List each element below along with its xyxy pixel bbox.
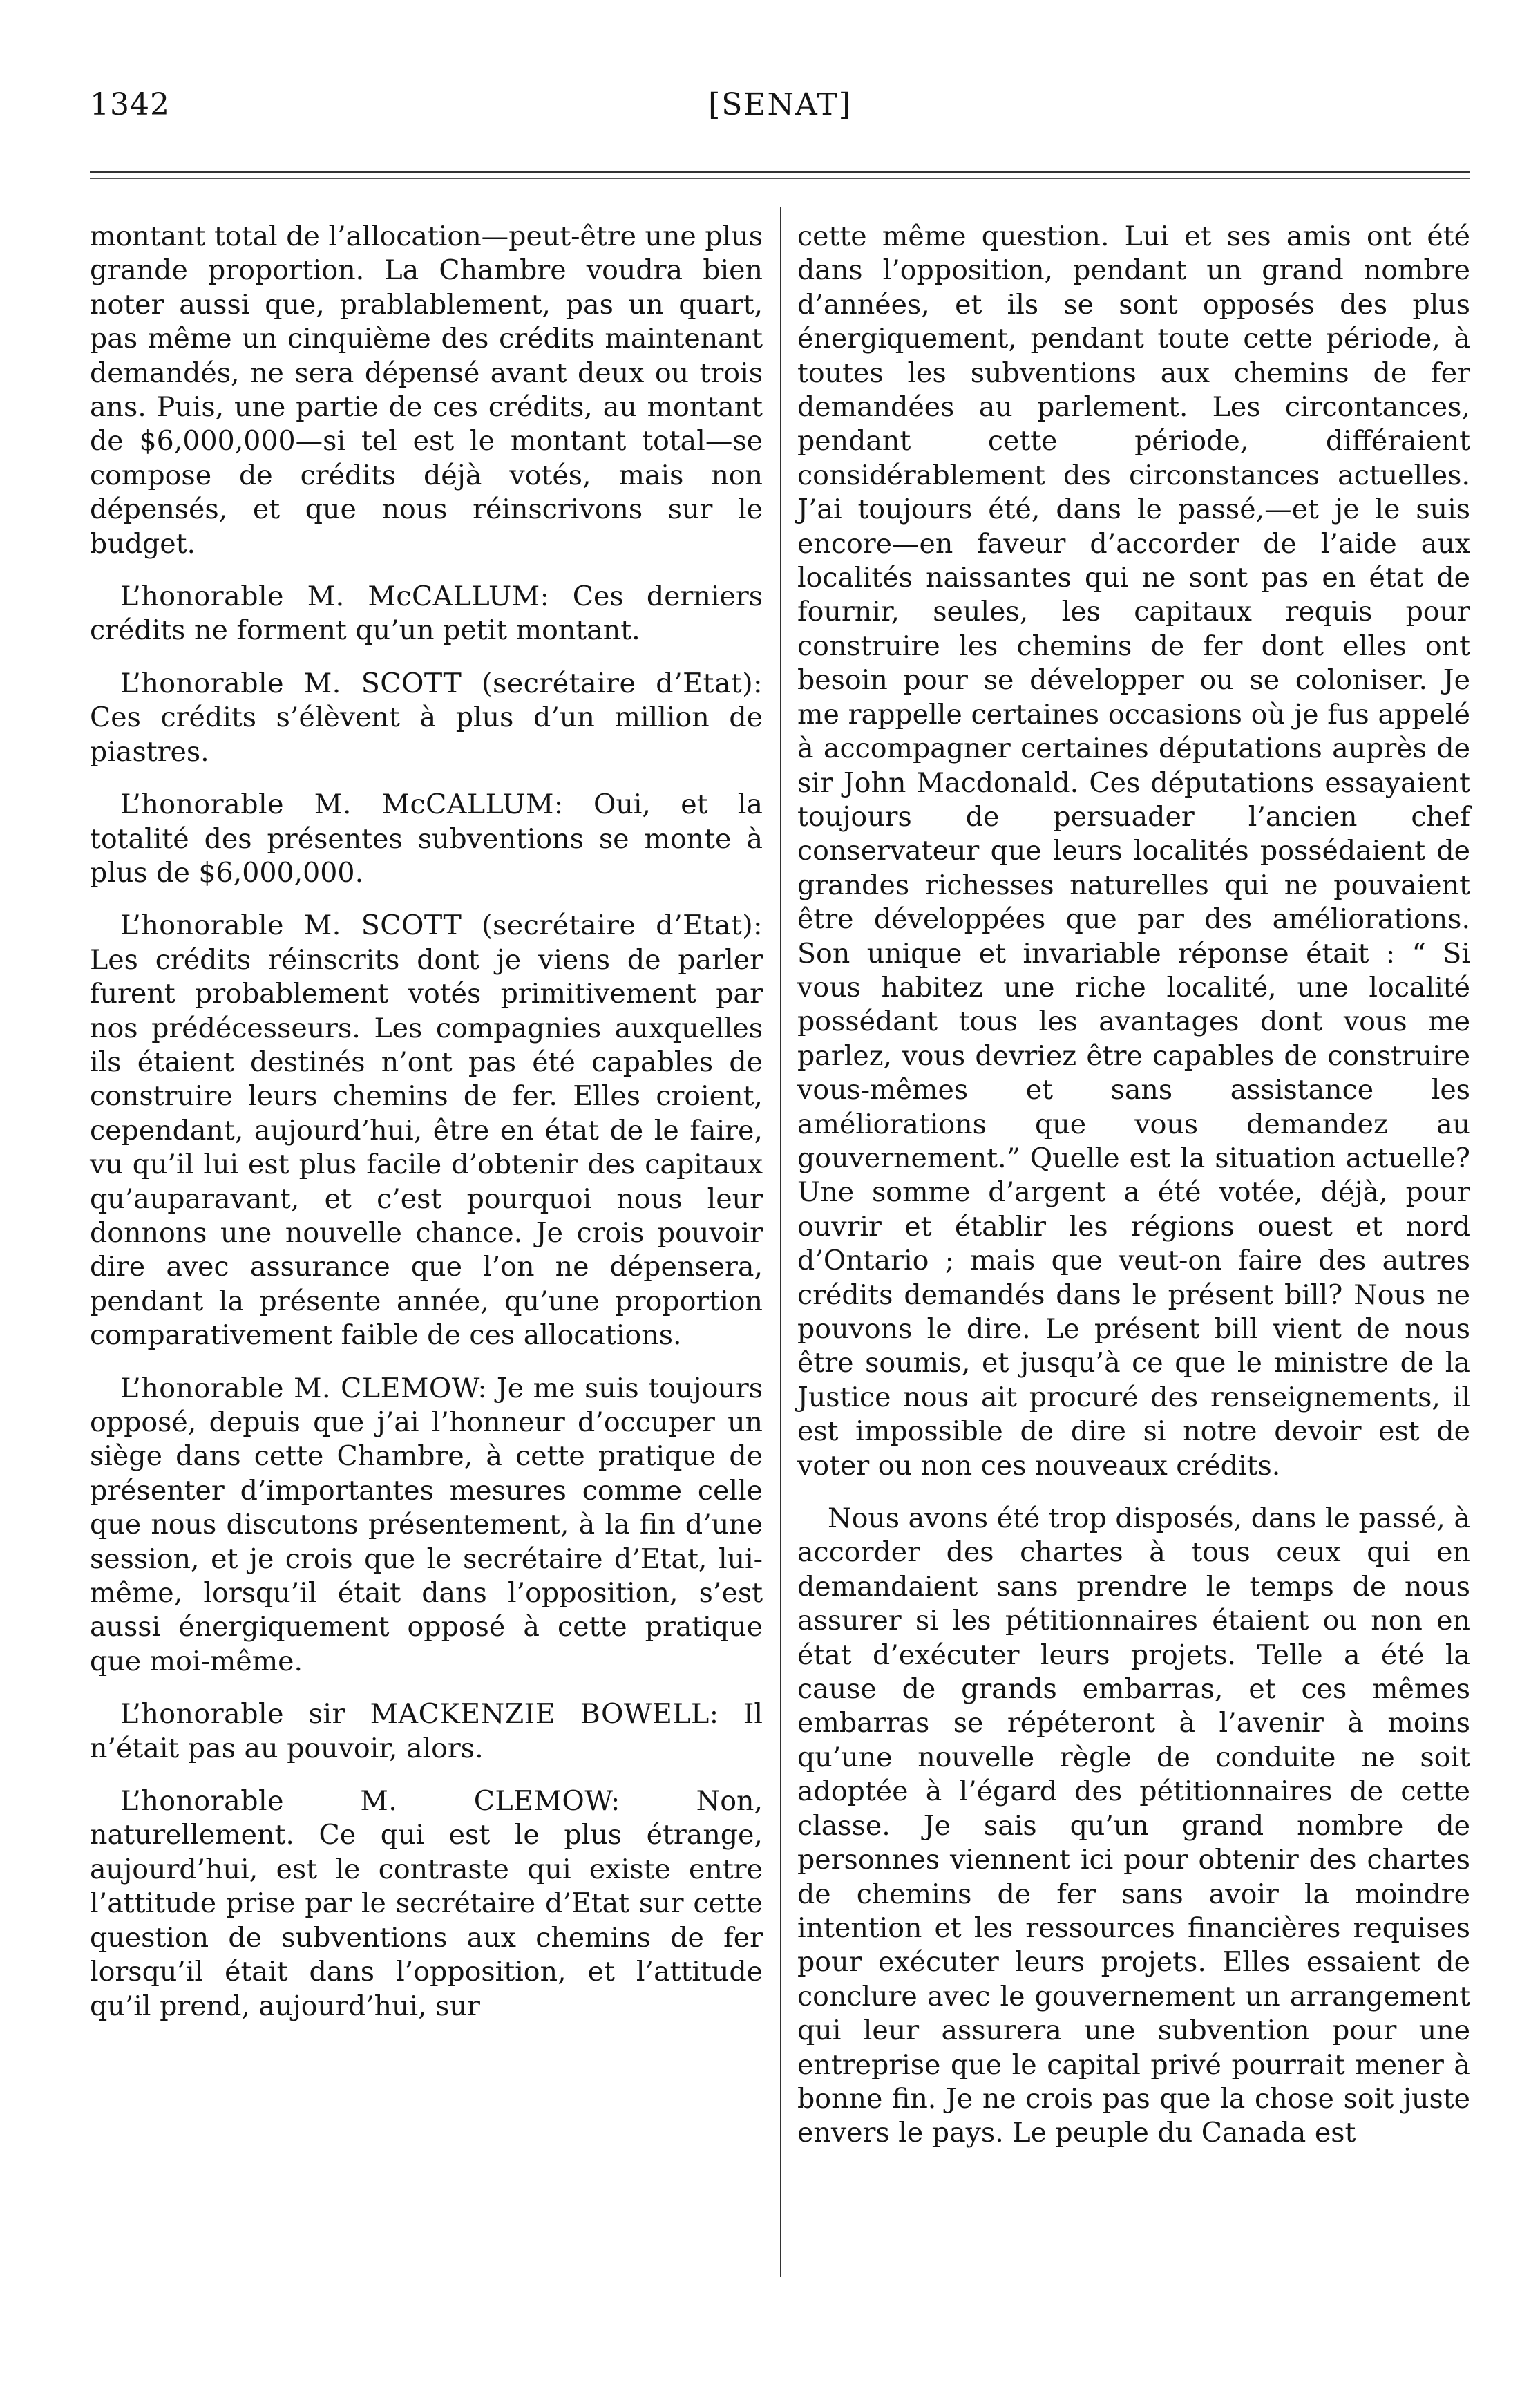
speaker-name: L’honorable M. McCALLUM:	[120, 581, 550, 613]
right-column	[797, 220, 1470, 2169]
speaker-name: L’honorable M. SCOTT (secrétaire d’Etat):	[120, 909, 763, 942]
paragraph: L’honorable sir MACKENZIE BOWELL: Il n’était pas au pouvoir, alors.	[90, 1698, 763, 1764]
paragraph: L’honorable M. McCALLUM: Oui, et la totalité des présentes subventions se monte à plus de $6,000,000.	[90, 789, 763, 889]
paragraph: Nous avons été trop disposés, dans le passé, à accorder des chartes à tous ceux qui en demandaient sans prendre le temps de nous assurer si les pétitionnaires étaient ou non en état d’exécuter leurs projets. Telle a été la cause de grands embarras, et ces mêmes embarras se répéteront à l’avenir à moins qu’une nouvelle règle de conduite ne soit adoptée à l’égard des pétitionnaires de cette classe. Je sais qu’un grand nombre de personnes viennent ici pour obtenir des chartes de chemins de fer sans avoir la moindre intention et les ressources financières requises pour exécuter leurs projets. Elles essaient de conclure avec le gouvernement un arrangement qui leur assurera une subvention pour une entreprise que le capital privé pourrait mener à bonne fin. Je ne crois pas que la chose soit juste envers le pays. Le peuple du Canada est	[797, 1502, 1470, 2149]
speaker-name: L’honorable M. CLEMOW:	[120, 1372, 488, 1404]
column-divider	[780, 207, 781, 2277]
paragraph: L’honorable M. CLEMOW: Non, naturellement. Ce qui est le plus étrange, aujourd’hui, est le contraste qui existe entre l’attitude prise par le secrétaire d’Etat sur cette question de subventions aux chemins de fer lorsqu’il était dans l’opposition, et l’attitude qu’il prend, aujourd’hui, sur	[90, 1785, 763, 2022]
page-number: 1342	[90, 87, 170, 122]
paragraph: cette même question. Lui et ses amis ont été dans l’opposition, pendant un grand nombre d’années, et ils se sont opposés des plus énergiquement, pendant toute cette période, à toutes les subventions aux chemins de fer demandées au parlement. Les circontances, pendant cette période, différaient considérablement des circonstances actuelles. J’ai toujours été, dans le passé,—et je le suis encore—en faveur d’accorder de l’aide aux localités naissantes qui ne sont pas en état de fournir, seules, les capitaux requis pour construire les chemins de fer dont elles ont besoin pour se développer ou se coloniser. Je me rappelle certaines occasions où je fus appelé à accompagner certaines députations auprès de sir John Macdonald. Ces députations essayaient toujours de persuader l’ancien chef conservateur que leurs localités possédaient de grandes richesses naturelles qui ne pouvaient être développées que par des améliorations. Son unique et invariable réponse était : “ Si vous habitez une riche localité, une localité possédant tous les avantages dont vous me parlez, vous devriez être capables de construire vous-mêmes et sans assistance les améliorations que vous demandez au gouvernement.” Quelle est la situation actuelle? Une somme d’argent a été votée, déjà, pour ouvrir et établir les régions ouest et nord d’Ontario ; mais que veut-on faire des autres crédits demandés dans le présent bill? Nous ne pouvons le dire. Le présent bill vient de nous être soumis, et jusqu’à ce que le ministre de la Justice nous ait procuré des renseignements, il est impossible de dire si notre devoir est de voter ou non ces nouveaux crédits.	[797, 220, 1470, 1482]
speaker-name: L’honorable M. McCALLUM:	[120, 789, 564, 821]
speaker-name: L’honorable sir MACKENZIE BOWELL:	[120, 1698, 719, 1730]
paragraph: L’honorable M. McCALLUM: Ces derniers crédits ne forment qu’un petit montant.	[90, 581, 763, 647]
page-header	[90, 87, 1470, 135]
header-rule-thin	[90, 178, 1470, 179]
paragraph: L’honorable M. SCOTT (secrétaire d’Etat): Les crédits réinscrits dont je viens de parler furent probablement votés primitivement par nos prédécesseurs. Les compagnies auxquelles ils étaient destinés n’ont pas été capables de construire leurs chemins de fer. Elles croient, cependant, aujourd’hui, être en état de le faire, vu qu’il lui est plus facile d’obtenir des capitaux qu’auparavant, et c’est pourquoi nous leur donnons une nouvelle chance. Je crois pouvoir dire avec assurance que l’on ne dépensera, pendant la présente année, qu’une proportion comparativement faible de ces allocations.	[90, 909, 763, 1352]
running-head: [SENAT]	[708, 87, 852, 122]
speaker-name: L’honorable M. CLEMOW:	[120, 1785, 620, 1818]
paragraph: L’honorable M. SCOTT (secrétaire d’Etat): Ces crédits s’élèvent à plus d’un million de piastres.	[90, 667, 763, 768]
header-rule	[90, 171, 1470, 173]
left-column	[90, 220, 763, 2042]
paragraph: montant total de l’allocation—peut-être une plus grande proportion. La Chambre voudra bien noter aussi que, prablablement, pas un quart, pas même un cinquième des crédits maintenant demandés, ne sera dépensé avant deux ou trois ans. Puis, une partie de ces crédits, au montant de $6,000,000—si tel est le montant total—se compose de crédits déjà votés, mais non dépensés, et que nous réinscrivons sur le budget.	[90, 220, 763, 560]
paragraph: L’honorable M. CLEMOW: Je me suis toujours opposé, depuis que j’ai l’honneur d’occuper un siège dans cette Chambre, à cette pratique de présenter d’importantes mesures comme celle que nous discutons présentement, à la fin d’une session, et je crois que le secrétaire d’Etat, lui-même, lorsqu’il était dans l’opposition, s’est aussi énergiquement opposé à cette pratique que moi-même.	[90, 1372, 763, 1677]
speaker-name: L’honorable M. SCOTT (secrétaire d’Etat):	[120, 667, 763, 699]
